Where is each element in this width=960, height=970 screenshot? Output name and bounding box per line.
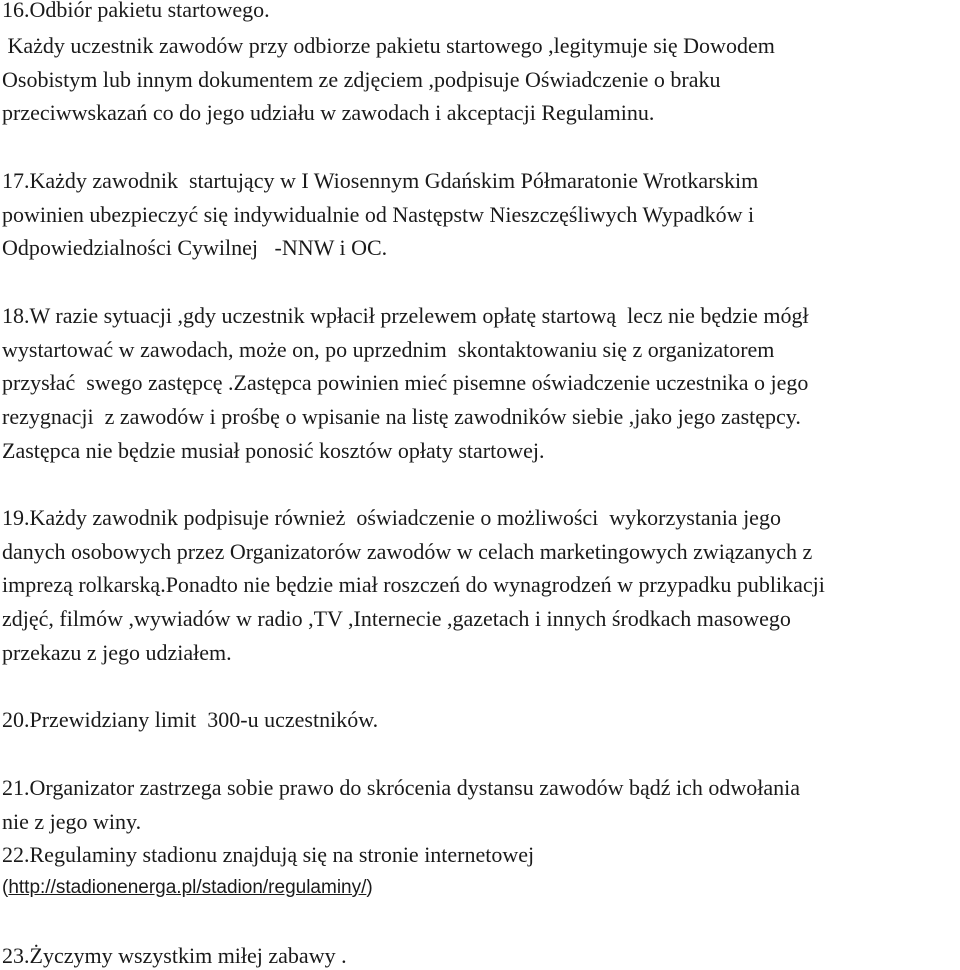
- section-18-line: wystartować w zawodach, może on, po uprzednim skontaktowaniu się z organizatorem: [2, 337, 775, 362]
- section-16-line: przeciwwskazań co do jego udziału w zawodach i akceptacji Regulaminu.: [2, 100, 655, 125]
- section-19-line: przekazu z jego udziałem.: [2, 640, 232, 665]
- section-20-line: 20.Przewidziany limit 300-u uczestników.: [2, 707, 379, 732]
- section-23-line: 23.Życzymy wszystkim miłej zabawy .: [2, 943, 347, 968]
- stadion-regulaminy-link[interactable]: http://stadionenerga.pl/stadion/regulaminy/: [8, 877, 367, 898]
- section-18-line: 18.W razie sytuacji ,gdy uczestnik wpłacił przelewem opłatę startową lecz nie będzie mógł: [2, 303, 809, 328]
- section-18-line: rezygnacji z zawodów i prośbę o wpisanie na listę zawodników siebie ,jako jego zastępcy.: [2, 404, 801, 429]
- section-22-url-line: [2, 874, 373, 902]
- section-21-line: nie z jego winy.: [2, 809, 142, 834]
- section-19-line: imprezą rolkarską.Ponadto nie będzie miał roszczeń do wynagrodzeń w przypadku publikacji: [2, 572, 825, 597]
- section-17-line: powinien ubezpieczyć się indywidualnie od Następstw Nieszczęśliwych Wypadków i: [2, 202, 755, 227]
- section-19-line: danych osobowych przez Organizatorów zawodów w celach marketingowych związanych z: [2, 539, 813, 564]
- section-21-line: 21.Organizator zastrzega sobie prawo do skrócenia dystansu zawodów bądź ich odwołania: [2, 775, 801, 800]
- link-open-paren: (: [2, 877, 9, 898]
- section-19-line: 19.Każdy zawodnik podpisuje również oświadczenie o możliwości wykorzystania jego: [2, 505, 781, 530]
- section-16-line: Osobistym lub innym dokumentem ze zdjęciem ,podpisuje Oświadczenie o braku: [2, 67, 721, 92]
- section-18-line: Zastępca nie będzie musiał ponosić kosztów opłaty startowej.: [2, 438, 545, 463]
- section-18-line: przysłać swego zastępcę .Zastępca powinien mieć pisemne oświadczenie uczestnika o jego: [2, 370, 809, 395]
- section-17-line: Odpowiedzialności Cywilnej -NNW i OC.: [2, 235, 388, 260]
- section-16-heading: 16.Odbiór pakietu startowego.: [2, 0, 270, 22]
- link-close-paren: ): [366, 877, 373, 898]
- section-19-line: zdjęć, filmów ,wywiadów w radio ,TV ,Internecie ,gazetach i innych środkach masowego: [2, 606, 791, 631]
- section-16-line: Każdy uczestnik zawodów przy odbiorze pakietu startowego ,legitymuje się Dowodem: [2, 33, 775, 58]
- section-22-line: 22.Regulaminy stadionu znajdują się na stronie internetowej: [2, 842, 535, 867]
- section-17-line: 17.Każdy zawodnik startujący w I Wiosennym Gdańskim Półmaratonie Wrotkarskim: [2, 168, 759, 193]
